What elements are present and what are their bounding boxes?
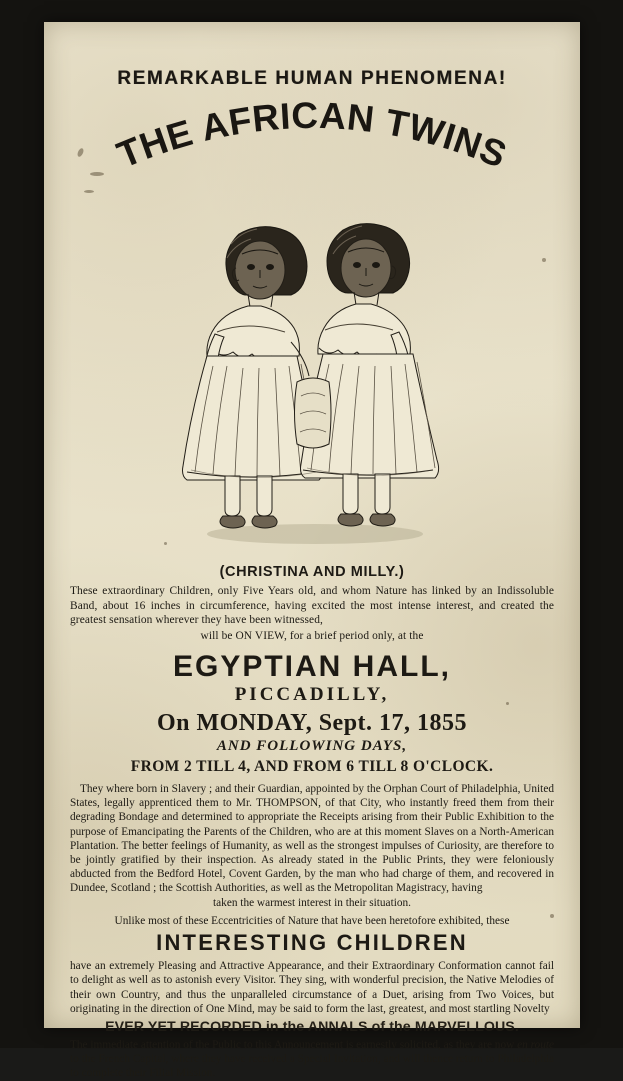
arched-title: [70, 96, 554, 188]
paragraph-four-italic: en route: [517, 1038, 554, 1051]
paragraph-one: [70, 782, 554, 910]
interesting-children-heading: INTERESTING CHILDREN: [156, 930, 468, 956]
paragraph-one-text: They where born in Slavery ; and their Guardian, appointed by the Orphan Court of Philadelphia, United States, legally apprenticed them to Mr. THOMPSON, of that City, who instantly freed them from their degrading Bondage and determined to appropriate the Receipts arising from their Public Exhibition to the purpose of Emancipating the Parents of the Children, who are at this moment Slaves on a North-American Plantation. The better feelings of Humanity, as well as the strongest impulses of Curiosity, are therefore to be jointly gratified by their inspection. As already stated in the Public Prints, they were feloniously abducted from the Bedford Hotel, Covent Garden, by the man who had charge of them, and recovered in Dundee, Scotland ; the Scottish Authorities, as well as the Metropolitan Magistracy, having: [70, 782, 554, 895]
annals-line: EVER YET RECORDED in the ANNALS of the MARVELLOUS.: [105, 1018, 519, 1035]
twins-engraving: [70, 182, 554, 562]
venue-street: PICCADILLY,: [234, 683, 390, 705]
intro-blurb: [70, 584, 554, 643]
intro-blurb-text: These extraordinary Children, only Five Years old, and whom Nature has linked by an Indissoluble Band, about 16 inches in circumference, having excited the most intense interest, and created the greatest sensation wherever they have been witnessed,: [70, 585, 554, 627]
date-line: On MONDAY, Sept. 17, 1855: [156, 709, 468, 736]
paragraph-three: have an extremely Pleasing and Attractive Appearance, and their Extraordinary Conformation cannot fail to delight as well as to astonish every Visitor. They sing, with wonderful precision, the Native Melodies of their own Country, and thus the unparalleled circumstance of a Duet, arising from Two Voices, but originating in the direction of One Mind, may be said to form the last, greatest, and most startling Novelty: [70, 960, 554, 1015]
arched-title-text: THE AFRICAN TWINS: [111, 96, 513, 176]
paragraph-four: [70, 1038, 554, 1081]
paragraph-four-part-a: The immediate attention of the Public to this Announcement is earnestly solicited, as they are now: [70, 1038, 518, 1051]
handbill-paper: [44, 22, 580, 1080]
page-headline: REMARKABLE HUMAN PHENOMENA!: [117, 68, 507, 89]
engraving-caption: (CHRISTINA AND MILLY.): [219, 564, 405, 580]
venue-name: EGYPTIAN HALL,: [172, 650, 451, 684]
paragraph-one-center-line: taken the warmest interest in their situation.: [213, 896, 411, 909]
following-days: AND FOLLOWING DAYS,: [216, 737, 408, 754]
intro-blurb-last-line: will be ON VIEW, for a brief period only, at the: [200, 629, 424, 642]
paragraph-four-part-b: to the French Capital, where they have received a Special Invitation, and will thence return to Philadelphia to complete their Filial Mission.: [70, 1053, 554, 1080]
paragraph-two: Unlike most of these Eccentricities of Nature that have been heretofore exhibited, these: [114, 914, 510, 927]
showing-hours: FROM 2 TILL 4, AND FROM 6 TILL 8 O'CLOCK.: [130, 757, 494, 775]
